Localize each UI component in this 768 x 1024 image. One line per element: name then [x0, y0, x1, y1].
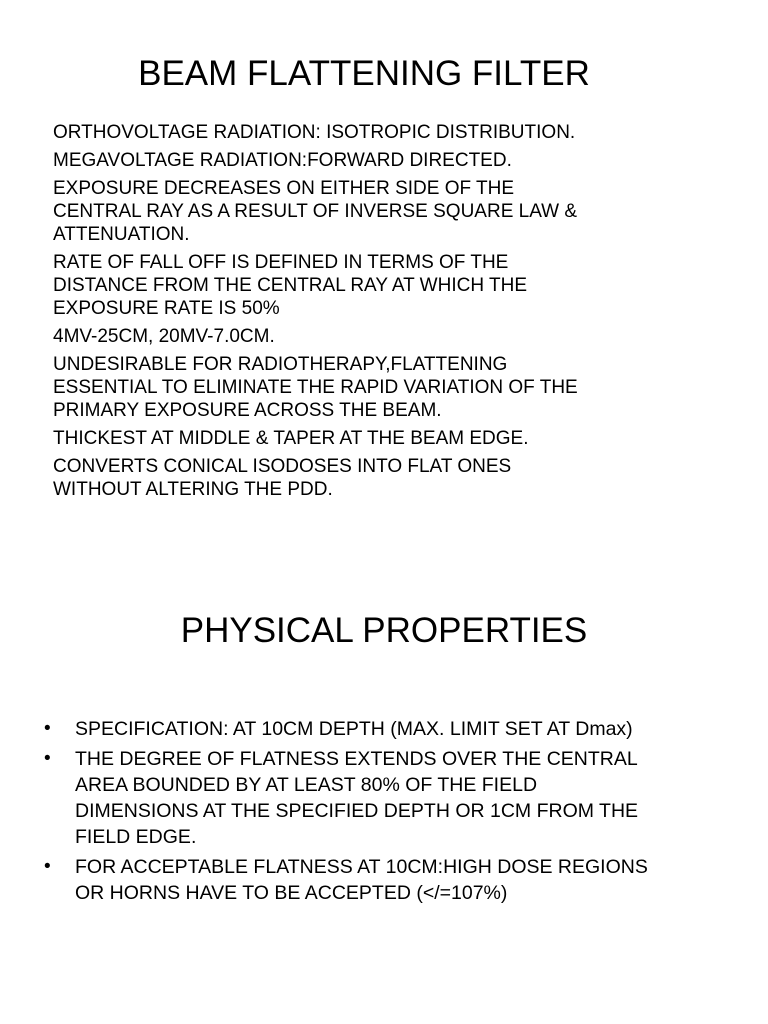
paragraph-line: UNDESIRABLE FOR RADIOTHERAPY,FLATTENING: [53, 354, 508, 375]
paragraph-item: [53, 121, 713, 144]
paragraph-line: 4MV-25CM, 20MV-7.0CM.: [53, 326, 275, 347]
paragraph-line: WITHOUT ALTERING THE PDD.: [53, 479, 333, 500]
bullet-text: [75, 854, 734, 906]
paragraph-item: [53, 177, 713, 246]
paragraph-line: ORTHOVOLTAGE RADIATION: ISOTROPIC DISTRIBUTION.: [53, 122, 576, 143]
paragraph-line: PRIMARY EXPOSURE ACROSS THE BEAM.: [53, 400, 442, 421]
paragraph-line: EXPOSURE DECREASES ON EITHER SIDE OF THE: [53, 178, 515, 199]
bullet-line: FIELD EDGE.: [75, 826, 197, 848]
bullet-icon: •: [44, 718, 51, 739]
paragraph-item: [53, 455, 713, 501]
bullet-list: [44, 716, 734, 910]
paragraph-line: MEGAVOLTAGE RADIATION:FORWARD DIRECTED.: [53, 150, 512, 171]
paragraph-item: [53, 353, 713, 422]
bullet-line: THE DEGREE OF FLATNESS EXTENDS OVER THE CENTRAL: [75, 748, 638, 770]
paragraph-item: [53, 251, 713, 320]
bullet-item: [44, 854, 734, 906]
paragraph-line: ESSENTIAL TO ELIMINATE THE RAPID VARIATION OF THE: [53, 377, 578, 398]
bullet-icon: •: [44, 748, 51, 769]
paragraph-item: [53, 427, 713, 450]
paragraph-line: DISTANCE FROM THE CENTRAL RAY AT WHICH THE: [53, 275, 527, 296]
bullet-line: AREA BOUNDED BY AT LEAST 80% OF THE FIELD: [75, 774, 538, 796]
bullet-item: [44, 746, 734, 850]
paragraph-line: EXPOSURE RATE IS 50%: [53, 298, 280, 319]
bullet-text: [75, 716, 734, 742]
bullet-line: FOR ACCEPTABLE FLATNESS AT 10CM:HIGH DOSE REGIONS: [75, 856, 648, 878]
paragraph-list: [53, 121, 713, 506]
paragraph-item: [53, 325, 713, 348]
section-title: PHYSICAL PROPERTIES: [180, 611, 588, 650]
paragraph-line: THICKEST AT MIDDLE & TAPER AT THE BEAM EDGE.: [53, 428, 529, 449]
bullet-text: [75, 746, 734, 850]
paragraph-line: RATE OF FALL OFF IS DEFINED IN TERMS OF THE: [53, 252, 509, 273]
paragraph-line: CONVERTS CONICAL ISODOSES INTO FLAT ONES: [53, 456, 512, 477]
bullet-icon: •: [44, 856, 51, 877]
paragraph-item: [53, 149, 713, 172]
bullet-line: SPECIFICATION: AT 10CM DEPTH (MAX. LIMIT SET AT Dmax): [75, 718, 633, 740]
bullet-line: DIMENSIONS AT THE SPECIFIED DEPTH OR 1CM FROM THE: [75, 800, 639, 822]
paragraph-line: ATTENUATION.: [53, 224, 190, 245]
bullet-line: OR HORNS HAVE TO BE ACCEPTED (</=107%): [75, 882, 508, 904]
paragraph-line: CENTRAL RAY AS A RESULT OF INVERSE SQUARE LAW &: [53, 201, 578, 222]
bullet-item: [44, 716, 734, 742]
page-title: BEAM FLATTENING FILTER: [138, 54, 590, 93]
